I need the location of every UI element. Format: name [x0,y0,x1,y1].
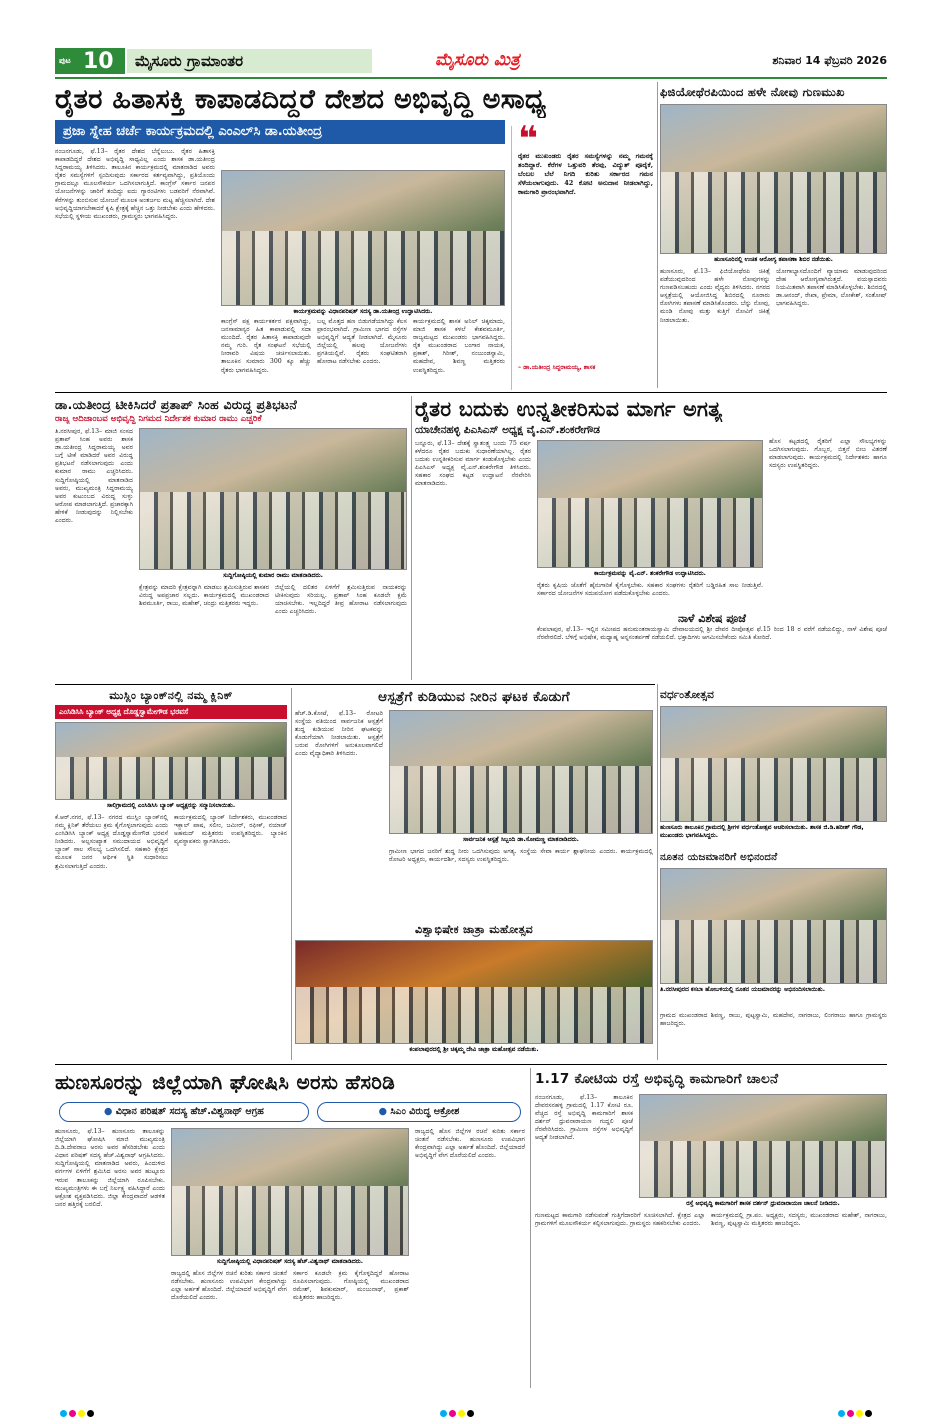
pratap-photo [139,428,407,570]
hunsur-col-2: ರಾಜ್ಯದಲ್ಲಿ ಹೊಸ ಜಿಲ್ಲೆಗಳ ರಚನೆ ಕುರಿತು ಸರ್ಕಾರ ಚಿಂತನೆ ನಡೆಸಬೇಕು. ಹುಣಸೂರು ಉಪವಿಭಾಗ ಕೇಂದ್ರವಾಗಿದ್ದು ಎಲ್ಲಾ ಅರ್ಹತೆ ಹೊಂದಿದೆ. ಜಿಲ್ಲೆಯಾದರೆ ಅಭಿವೃದ್ಧಿಗೆ ವೇಗ ದೊರೆಯಲಿದೆ ಎಂದರು. [171,1270,287,1302]
hunsur-col-1: ಹುಣಸೂರು, ಫೆ.13– ಹುಣಸೂರು ತಾಲೂಕನ್ನು ಜಿಲ್ಲೆಯಾಗಿ ಘೋಷಿಸಿ ಮಾಜಿ ಮುಖ್ಯಮಂತ್ರಿ ದಿ.ಡಿ.ದೇವರಾಜ ಅರಸು ಅವರ ಹೆಸರಿಡಬೇಕು ಎಂದು ವಿಧಾನ ಪರಿಷತ್ ಸದಸ್ಯ ಹೆಚ್.ವಿಶ್ವನಾಥ್ ಆಗ್ರಹಿಸಿದರು. ಸುದ್ದಿಗೋಷ್ಠಿಯಲ್ಲಿ ಮಾತನಾಡಿದ ಅವರು, ಹಿಂದುಳಿದ ವರ್ಗಗಳ ಏಳಿಗೆಗೆ ಶ್ರಮಿಸಿದ ಅರಸು ಅವರ ಹುಟ್ಟೂರು ಇರುವ ತಾಲೂಕನ್ನು ಜಿಲ್ಲೆಯಾಗಿ ರೂಪಿಸಬೇಕು. ಮುಖ್ಯಮಂತ್ರಿಗಳು ಈ ಬಗ್ಗೆ ನಿರ್ಲಕ್ಷ್ಯ ವಹಿಸಿದ್ದಾರೆ ಎಂದು ಆಕ್ರೋಶ ವ್ಯಕ್ತಪಡಿಸಿದರು. ಜಿಲ್ಲಾ ಕೇಂದ್ರವಾದರೆ ಆಡಳಿತ ಜನರ ಹತ್ತಿರಕ್ಕೆ ಬರಲಿದೆ. [55,1128,165,1208]
hunsur-headline: ಹುಣಸೂರನ್ನು ಜಿಲ್ಲೆಯಾಗಿ ಘೋಷಿಸಿ ಅರಸು ಹೆಸರಿಡಿ [55,1070,396,1094]
raitara-subhead: ಯಾಚೇನಹಳ್ಳಿ ಪಿಎಸಿಎಸ್ ಅಧ್ಯಕ್ಷ ವೈ.ಎನ್.ಶಂಕರೇಗೌಡ [415,424,600,436]
quote-mark-icon: ❝ [518,119,538,159]
hunsur-col-4: ರಾಜ್ಯದಲ್ಲಿ ಹೊಸ ಜಿಲ್ಲೆಗಳ ರಚನೆ ಕುರಿತು ಸರ್ಕಾರ ಚಿಂತನೆ ನಡೆಸಬೇಕು. ಹುಣಸೂರು ಉಪವಿಭಾಗ ಕೇಂದ್ರವಾಗಿದ್ದು ಎಲ್ಲಾ ಅರ್ಹತೆ ಹೊಂದಿದೆ. ಜಿಲ್ಲೆಯಾದರೆ ಅಭಿವೃದ್ಧಿಗೆ ವೇಗ ದೊರೆಯಲಿದೆ ಎಂದರು. [415,1128,525,1160]
road-col-2: ಗುಣಮಟ್ಟದ ಕಾಮಗಾರಿ ನಡೆಸುವಂತೆ ಗುತ್ತಿಗೆದಾರರಿಗೆ ಸೂಚಿಸಲಾಗಿದೆ. ಕ್ಷೇತ್ರದ ಎಲ್ಲಾ ಗ್ರಾಮಗಳಿಗೆ ಮೂಲಸೌಕರ್ಯ ಕಲ್ಪಿಸಲಾಗುವುದು. ಗ್ರಾಮಸ್ಥರು ಸಹಕರಿಸಬೇಕು ಎಂದರು. [535,1212,705,1228]
vardhanti-photo [660,706,887,822]
vishwa-photo-caption: ಕಂಪಲಾಪುರದಲ್ಲಿ ಶ್ರೀ ಚಿಕ್ಕಮ್ಮ ದೇವಿ ಜಾತ್ರಾ ಮಹೋತ್ಸವ ನಡೆಯಿತು. [409,1046,539,1053]
masthead: ಮೈಸೂರು ಮಿತ್ರ [435,50,520,70]
hunsur-pill-1 [59,1102,309,1122]
page-header [55,48,887,74]
yellow-mark [78,1410,85,1417]
abhinandane-headline: ನೂತನ ಯಜಮಾನರಿಗೆ ಅಭಿನಂದನೆ [660,852,778,863]
water-col-1: ಹೆಚ್.ಡಿ.ಕೋಟೆ, ಫೆ.13– ರೋಟರಿ ಸಂಸ್ಥೆಯ ವತಿಯಿಂದ ಸಾರ್ವಜನಿಕ ಆಸ್ಪತ್ರೆಗೆ ಶುದ್ಧ ಕುಡಿಯುವ ನೀರಿನ ಘಟಕವನ್ನು ಕೊಡುಗೆಯಾಗಿ ನೀಡಲಾಯಿತು. ಆಸ್ಪತ್ರೆಗೆ ಬರುವ ರೋಗಿಗಳಿಗೆ ಅನುಕೂಲವಾಗಲಿದೆ ಎಂದು ವೈದ್ಯಾಧಿಕಾರಿ ತಿಳಿಸಿದರು. [295,710,383,758]
muslim-col-1: ಕೆ.ಆರ್.ನಗರ, ಫೆ.13– ನಗರದ ಮುಸ್ಲಿಂ ಬ್ಯಾಂಕ್‌ನಲ್ಲಿ ನಮ್ಮ ಕ್ಲಿನಿಕ್ ತೆರೆಯಲು ಕ್ರಮ ಕೈಗೊಳ್ಳಲಾಗುವುದು ಎಂದು ಎಂಸಿಡಿಸಿಸಿ ಬ್ಯಾಂಕ್ ಅಧ್ಯಕ್ಷ ದೊಡ್ಡಸ್ವಾಮೇಗೌಡ ಭರವಸೆ ನೀಡಿದರು. ಅಲ್ಪಸಂಖ್ಯಾತ ಸಮುದಾಯದ ಅಭಿವೃದ್ಧಿಗೆ ಬ್ಯಾಂಕ್ ಸಾಲ ಸೌಲಭ್ಯ ಒದಗಿಸಲಿದೆ. ಸಹಕಾರಿ ಕ್ಷೇತ್ರದ ಮೂಲಕ ಜನರ ಆರ್ಥಿಕ ಸ್ಥಿತಿ ಸುಧಾರಿಸಲು ಶ್ರಮಿಸಲಾಗುತ್ತಿದೆ ಎಂದರು. [55,814,168,870]
hunsur-col-3: ಸರ್ಕಾರ ಕೂಡಲೇ ಕ್ರಮ ಕೈಗೊಳ್ಳದಿದ್ದರೆ ಹೋರಾಟ ರೂಪಿಸಲಾಗುವುದು. ಗೋಷ್ಠಿಯಲ್ಲಿ ಮುಖಂಡರಾದ ರಮೇಶ್, ಶಿವಕುಮಾರ್, ಮಂಜುನಾಥ್, ಪ್ರಕಾಶ್ ಮತ್ತಿತರರು ಹಾಜರಿದ್ದರು. [293,1270,409,1302]
road-story [535,1068,887,1388]
lead-quote: ರೈತರ ಮುಖಂಡರು ರೈತರ ಸಮಸ್ಯೆಗಳನ್ನು ನಮ್ಮ ಗಮನಕ್ಕೆ ತಂದಿದ್ದಾರೆ. ಕೆರೆಗಳ ಒತ್ತುವರಿ ತೆರವು, ವಿದ್ಯುತ್ ಪೂರೈಕೆ, ಬೆಂಬಲ ಬೆಲೆ ನಿಗದಿ ಕುರಿತು ಸರ್ಕಾರದ ಗಮನ ಸೆಳೆಯಲಾಗುವುದು. 42 ಕೋಟಿ ಅನುದಾನ ನೀಡಲಾಗಿದ್ದು, ಕಾಮಗಾರಿ ಪ್ರಾರಂಭವಾಗಿದೆ. [518,152,653,196]
cyan-mark [838,1410,845,1417]
abhinandane-body: ಗ್ರಾಮದ ಮುಖಂಡರಾದ ಶಿವಣ್ಣ, ರಾಜು, ಪುಟ್ಟಸ್ವಾಮಿ, ಮಹದೇವ, ನಾಗರಾಜು, ಲಿಂಗರಾಜು ಹಾಗೂ ಗ್ರಾಮಸ್ಥರು ಹಾಜರಿದ್ದರು. [660,1012,887,1028]
water-photo [389,710,653,834]
column-divider [291,688,292,1060]
vardhanti-story [660,688,887,848]
puja-headline: ನಾಳೆ ವಿಶೇಷ ಪೂಜೆ [678,612,746,625]
pratap-col-3: ಜಿಲ್ಲೆಯಲ್ಲಿ ದಲಿತರ ಏಳಿಗೆಗೆ ಶ್ರಮಿಸುತ್ತಿರುವ ನಾಯಕರನ್ನು ಟೀಕಿಸುವುದು ಸರಿಯಲ್ಲ. ಪ್ರತಾಪ್ ಸಿಂಹ ಕೂಡಲೇ ಕ್ಷಮೆ ಯಾಚಿಸಬೇಕು. ಇಲ್ಲದಿದ್ದರೆ ತೀವ್ರ ಹೋರಾಟ ನಡೆಸಲಾಗುವುದು ಎಂದು ಎಚ್ಚರಿಸಿದರು. [275,584,407,616]
physio-photo [660,104,887,254]
black-mark [865,1410,872,1417]
lead-photo [221,170,505,306]
road-col-1: ನಂಜನಗೂಡು, ಫೆ.13– ತಾಲೂಕಿನ ದೇವರಸನಹಳ್ಳಿ ಗ್ರಾಮದಲ್ಲಿ 1.17 ಕೋಟಿ ರೂ. ವೆಚ್ಚದ ರಸ್ತೆ ಅಭಿವೃದ್ಧಿ ಕಾಮಗಾರಿಗೆ ಶಾಸಕ ದರ್ಶನ್ ಧ್ರುವನಾರಾಯಣ ಗುದ್ದಲಿ ಪೂಜೆ ನೆರವೇರಿಸಿದರು. ಗ್ರಾಮೀಣ ರಸ್ತೆಗಳ ಅಭಿವೃದ್ಧಿಗೆ ಆದ್ಯತೆ ನೀಡಲಾಗಿದೆ. [535,1094,633,1142]
page-number: 10 [83,49,114,74]
hunsur-story [55,1068,525,1388]
registration-marks-left [60,1402,96,1421]
muslim-story [55,688,287,1060]
section-rule [55,684,655,685]
road-photo [639,1094,887,1198]
column-divider [530,1068,531,1388]
pratap-story [55,396,407,680]
pratap-col-1: ತಿ.ನರಸೀಪುರ, ಫೆ.13– ಮಾಜಿ ಸಂಸದ ಪ್ರತಾಪ್ ಸಿಂಹ ಅವರು ಶಾಸಕ ಡಾ.ಯತೀಂದ್ರ ಸಿದ್ದರಾಮಯ್ಯ ಅವರ ಬಗ್ಗೆ ಟೀಕೆ ಮಾಡಿದರೆ ಅವರ ವಿರುದ್ಧ ಪ್ರತಿಭಟನೆ ನಡೆಸಲಾಗುವುದು ಎಂದು ಕುಮಾರ ರಾಮು ಎಚ್ಚರಿಸಿದರು. ಸುದ್ದಿಗೋಷ್ಠಿಯಲ್ಲಿ ಮಾತನಾಡಿದ ಅವರು, ಮುಖ್ಯಮಂತ್ರಿ ಸಿದ್ದರಾಮಯ್ಯ ಅವರ ಕುಟುಂಬದ ವಿರುದ್ಧ ಸುಳ್ಳು ಆರೋಪ ಮಾಡಲಾಗುತ್ತಿದೆ. ಪ್ರಚಾರಕ್ಕಾಗಿ ಹೇಳಿಕೆ ನೀಡುವುದನ್ನು ನಿಲ್ಲಿಸಬೇಕು ಎಂದರು. [55,428,133,525]
abhinandane-photo-caption: ತಿ.ನರಸೀಪುರದ ಕಸಬಾ ಹೋಬಳಿಯಲ್ಲಿ ನೂತನ ಯಜಮಾನರನ್ನು ಅಭಿನಂದಿಸಲಾಯಿತು. [660,986,825,993]
bullet-icon: ● [104,1106,113,1117]
water-photo-caption: ಸಾರ್ವಜನಿಕ ಆಸ್ಪತ್ರೆ ಸಿಬ್ಬಂದಿ ಡಾ.ಸೋಮಣ್ಣ ಮಾತನಾಡಿದರು. [463,836,579,843]
road-photo-caption: ರಸ್ತೆ ಅಭಿವೃದ್ಧಿ ಕಾಮಗಾರಿಗೆ ಶಾಸಕ ದರ್ಶನ್ ಧ್ರುವನಾರಾಯಣ ಚಾಲನೆ ನೀಡಿದರು. [686,1200,840,1207]
raitara-col-3: ಹೊಸ ಕಟ್ಟಡದಲ್ಲಿ ರೈತರಿಗೆ ಎಲ್ಲಾ ಸೌಲಭ್ಯಗಳನ್ನು ಒದಗಿಸಲಾಗುವುದು. ಗೊಬ್ಬರ, ಬಿತ್ತನೆ ಬೀಜ ವಿತರಣೆ ಮಾಡಲಾಗುವುದು. ಕಾರ್ಯಕ್ರಮದಲ್ಲಿ ನಿರ್ದೇಶಕರು ಹಾಗೂ ಸದಸ್ಯರು ಉಪಸ್ಥಿತರಿದ್ದರು. [769,438,887,470]
black-mark [87,1410,94,1417]
puja-story [537,612,887,682]
column-divider [411,396,412,680]
raitara-photo-caption: ಕಾರ್ಯಕ್ರಮವನ್ನು ವೈ.ಎನ್. ಶಂಕರೇಗೌಡ ಉದ್ಘಾಟಿಸಿದರು. [594,570,706,577]
muslim-photo [55,722,287,800]
section-rule [55,1064,887,1065]
physio-col-2: ಯೋಗಾಭ್ಯಾಸದೊಂದಿಗೆ ವ್ಯಾಯಾಮ ಮಾಡುವುದರಿಂದ ದೇಹ ಆರೋಗ್ಯವಾಗಿರುತ್ತದೆ. ವಯಸ್ಸಾದವರು ನಿಯಮಿತವಾಗಿ ತಪಾಸಣೆ ಮಾಡಿಸಿಕೊಳ್ಳಬೇಕು. ಶಿಬಿರದಲ್ಲಿ ಡಾ.ಆನಂದ್, ರೇಖಾ, ಪ್ರೇಮಾ, ಲೋಕೇಶ್, ಸಂತೋಷ್ ಭಾಗವಹಿಸಿದ್ದರು. [776,268,887,308]
page-word: ಪುಟ [59,56,71,65]
registration-marks-center [440,1402,476,1421]
magenta-mark [449,1410,456,1417]
bullet-icon: ● [378,1106,387,1117]
column-divider [657,684,658,1060]
puja-body: ಕೆಂಪಲಾಪುರ, ಫೆ.13– ಇಲ್ಲಿನ ಸಮೀಪದ ಹನುಮಂತರಾಯಸ್ವಾಮಿ ದೇವಾಲಯದಲ್ಲಿ ಶ್ರೀ ದೇವರ ದೀಪೋತ್ಸವ ಫೆ.15 ರಿಂದ 18 ರ ವರೆಗೆ ನಡೆಯಲಿದ್ದು, ನಾಳೆ ವಿಶೇಷ ಪೂಜೆ ನೆರವೇರಲಿದೆ. ಬೆಳಿಗ್ಗೆ ಅಭಿಷೇಕ, ಮಧ್ಯಾಹ್ನ ಅನ್ನಸಂತರ್ಪಣೆ ನಡೆಯಲಿದೆ. ಭಕ್ತಾದಿಗಳು ಆಗಮಿಸಬೇಕೆಂದು ಸಮಿತಿ ಕೋರಿದೆ. [537,626,887,642]
cyan-mark [60,1410,67,1417]
yellow-mark [458,1410,465,1417]
lead-col-1: ನಂಜನಗೂಡು, ಫೆ.13– ರೈತರ ದೇಶದ ಬೆನ್ನೆಲುಬು. ರೈತರ ಹಿತಾಸಕ್ತಿ ಕಾಪಾಡದಿದ್ದರೆ ದೇಶದ ಅಭಿವೃದ್ಧಿ ಸಾಧ್ಯವಿಲ್ಲ ಎಂದು ಶಾಸಕ ಡಾ.ಯತೀಂದ್ರ ಸಿದ್ದರಾಮಯ್ಯ ತಿಳಿಸಿದರು. ತಾಲೂಕಿನ ಕಾರ್ಯಕ್ರಮದಲ್ಲಿ ಮಾತನಾಡಿದ ಅವರು ರೈತರ ಸಮಸ್ಯೆಗಳಿಗೆ ಸ್ಪಂದಿಸುವುದು ಸರ್ಕಾರದ ಕರ್ತವ್ಯವಾಗಿದ್ದು, ಪ್ರತಿಯೊಂದು ಗ್ರಾಮದಲ್ಲೂ ಮೂಲಸೌಕರ್ಯ ಒದಗಿಸಲಾಗುತ್ತಿದೆ. ಕಾಂಗ್ರೆಸ್ ಸರ್ಕಾರ ಜನಪರ ಯೋಜನೆಗಳನ್ನು ಜಾರಿಗೆ ತಂದಿದ್ದು ಐದು ಗ್ಯಾರಂಟಿಗಳು ಬಡವರಿಗೆ ನೆರವಾಗಿವೆ. ಕೆರೆಗಳನ್ನು ತುಂಬಿಸುವ ಯೋಜನೆ ಮೂಲಕ ಅಂತರ್ಜಲ ಮಟ್ಟ ಹೆಚ್ಚಿಸಲಾಗಿದೆ. ದೇಶ ಅಭಿವೃದ್ಧಿಯಾಗಬೇಕಾದರೆ ಕೃಷಿ ಕ್ಷೇತ್ರಕ್ಕೆ ಹೆಚ್ಚಿನ ಒತ್ತು ನೀಡಬೇಕು ಎಂದು ಹೇಳಿದರು. ಸಭೆಯಲ್ಲಿ ಸ್ಥಳೀಯ ಮುಖಂಡರು, ಗ್ರಾಮಸ್ಥರು ಭಾಗವಹಿಸಿದ್ದರು. [55,148,215,220]
vardhanti-headline: ವರ್ಧಂತೋತ್ಸವ [660,689,715,701]
vishwa-headline: ವಿಶ್ವಾಭಿಷೇಕ ಜಾತ್ರಾ ಮಹೋತ್ಸವ [414,923,534,936]
road-headline: 1.17 ಕೋಟಿಯ ರಸ್ತೆ ಅಭಿವೃದ್ಧಿ ಕಾಮಗಾರಿಗೆ ಚಾಲನೆ [535,1071,779,1087]
muslim-headline: ಮುಸ್ಲಿಂ ಬ್ಯಾಂಕ್‌ನಲ್ಲಿ ನಮ್ಮ ಕ್ಲಿನಿಕ್ [109,689,233,702]
pratap-subhead: ರಾಜ್ಯ ಆದಿಜಾಂಬವ ಅಭಿವೃದ್ಧಿ ನಿಗಮದ ನಿರ್ದೇಶಕ ಕುಮಾರ ರಾಮು ಎಚ್ಚರಿಕೆ [55,414,262,424]
raitara-photo [537,440,763,568]
abhinandane-photo [660,868,887,984]
lead-story [55,82,653,392]
raitara-col-2: ರೈತರು ಕೃಷಿಯ ಜೊತೆಗೆ ಹೈನುಗಾರಿಕೆ ಕೈಗೊಳ್ಳಬೇಕು. ಸಹಕಾರ ಸಂಘಗಳು ರೈತರಿಗೆ ಬಡ್ಡಿರಹಿತ ಸಾಲ ನೀಡುತ್ತಿವೆ. ಸರ್ಕಾರದ ಯೋಜನೆಗಳ ಸದುಪಯೋಗ ಪಡೆದುಕೊಳ್ಳಬೇಕು ಎಂದರು. [537,582,763,598]
water-col-2: ಗ್ರಾಮೀಣ ಭಾಗದ ಜನರಿಗೆ ಶುದ್ಧ ನೀರು ಒದಗಿಸುವುದು ಅಗತ್ಯ. ಸಂಸ್ಥೆಯ ಸೇವಾ ಕಾರ್ಯ ಶ್ಲಾಘನೀಯ ಎಂದರು. ಕಾರ್ಯಕ್ರಮದಲ್ಲಿ ರೋಟರಿ ಅಧ್ಯಕ್ಷರು, ಕಾರ್ಯದರ್ಶಿ, ಸದಸ್ಯರು ಉಪಸ್ಥಿತರಿದ್ದರು. [389,848,653,864]
registration-marks-right [838,1402,874,1421]
hunsur-photo-caption: ಸುದ್ದಿಗೋಷ್ಠಿಯಲ್ಲಿ ವಿಧಾನಪರಿಷತ್ ಸದಸ್ಯ ಹೆಚ್.ವಿಶ್ವನಾಥ್ ಮಾತನಾಡಿದರು. [216,1258,364,1265]
hunsur-pill-1-label: ವಿಧಾನ ಪರಿಷತ್ ಸದಸ್ಯ ಹೆಚ್.ವಿಶ್ವನಾಥ್ ಆಗ್ರಹ [115,1106,264,1117]
lead-subhead: ಪ್ರಜಾ ಸ್ನೇಹ ಚರ್ಚೆ ಕಾರ್ಯಕ್ರಮದಲ್ಲಿ ಎಂಎಲ್‌ಸಿ ಡಾ.ಯತೀಂದ್ರ [55,120,505,144]
muslim-photo-caption: ಸಾಲಿಗ್ರಾಮದಲ್ಲಿ ಎಂಸಿಡಿಸಿಸಿ ಬ್ಯಾಂಕ್ ಅಧ್ಯಕ್ಷರನ್ನು ಸನ್ಮಾನಿಸಲಾಯಿತು. [106,802,236,809]
lead-col-a: ಕಾಂಗ್ರೆಸ್ ಪಕ್ಷ ಕಾರ್ಯಕರ್ತರ ಪಕ್ಷವಾಗಿದ್ದು, ಜನಸಾಮಾನ್ಯರ ಹಿತ ಕಾಪಾಡುವಲ್ಲಿ ಸದಾ ಮುಂದಿದೆ. ರೈತರ ಹಿತಾಸಕ್ತಿ ಕಾಪಾಡುವುದೇ ನಮ್ಮ ಗುರಿ. ರೈತ ಸಂಘಟನೆ ಸಭೆಯಲ್ಲಿ ನೀರಾವರಿ ವಿಷಯ ಚರ್ಚಿಸಲಾಯಿತು. ತಾಲೂಕಿನ ಸುಮಾರು 300 ಕ್ಕೂ ಹೆಚ್ಚು ರೈತರು ಭಾಗವಹಿಸಿದ್ದರು. [221,318,311,374]
muslim-col-2: ಕಾರ್ಯಕ್ರಮದಲ್ಲಿ ಬ್ಯಾಂಕ್ ನಿರ್ದೇಶಕರು, ಮುಖಂಡರಾದ ಇಕ್ಬಾಲ್ ಪಾಷ, ಸಲೀಂ, ಜಮೀರ್, ರಫೀಕ್, ನಯಾಜ್ ಅಹಮದ್ ಮತ್ತಿತರರು ಉಪಸ್ಥಿತರಿದ್ದರು. ಬ್ಯಾಂಕಿನ ವ್ಯವಸ್ಥಾಪಕರು ಸ್ವಾಗತಿಸಿದರು. [174,814,287,846]
lead-quote-box [511,119,653,390]
road-col-3: ಕಾರ್ಯಕ್ರಮದಲ್ಲಿ ಗ್ರಾ.ಪಂ. ಅಧ್ಯಕ್ಷರು, ಸದಸ್ಯರು, ಮುಖಂಡರಾದ ಮಹೇಶ್, ನಾಗರಾಜು, ಶಿವಣ್ಣ, ಪುಟ್ಟಸ್ವಾಮಿ ಮತ್ತಿತರರು ಹಾಜರಿದ್ದರು. [711,1212,887,1228]
magenta-mark [69,1410,76,1417]
lead-headline: ರೈತರ ಹಿತಾಸಕ್ತಿ ಕಾಪಾಡದಿದ್ದರೆ ದೇಶದ ಅಭಿವೃದ್ಧಿ ಅಸಾಧ್ಯ [55,84,547,115]
magenta-mark [847,1410,854,1417]
hunsur-photo [171,1128,409,1256]
physio-photo-caption: ಹುಣಸೂರಿನಲ್ಲಿ ಉಚಿತ ಆರೋಗ್ಯ ತಪಾಸಣಾ ಶಿಬಿರ ನಡೆಯಿತು. [714,256,833,263]
page-tab [55,48,125,74]
pratap-col-2: ಕ್ಷೇತ್ರವನ್ನು ಮಾದರಿ ಕ್ಷೇತ್ರವನ್ನಾಗಿ ಮಾಡಲು ಶ್ರಮಿಸುತ್ತಿರುವ ಶಾಸಕರ ವಿರುದ್ಧ ಅಪಪ್ರಚಾರ ಸಲ್ಲದು. ಕಾರ್ಯಕ್ರಮದಲ್ಲಿ ಮುಖಂಡರಾದ ಶಿವಮೂರ್ತಿ, ರಾಜು, ಮಹೇಶ್, ಚಂದ್ರು ಮತ್ತಿತರರು ಇದ್ದರು. [139,584,269,608]
raitara-story [415,396,887,610]
physio-headline: ಫಿಜಿಯೋಥೆರಪಿಯಿಂದ ಹಳೇ ನೋವು ಗುಣಮುಖ [660,85,845,99]
muslim-subhead: ಎಂಸಿಡಿಸಿಸಿ ಬ್ಯಾಂಕ್ ಅಧ್ಯಕ್ಷ ದೊಡ್ಡಸ್ವಾಮೇಗೌಡ ಭರವಸೆ [55,705,287,719]
vardhanti-photo-caption: ಹುಣಸೂರು ತಾಲೂಕಿನ ಗ್ರಾಮದಲ್ಲಿ ಶ್ರೀಗಳ ವರ್ಧಂತೋತ್ಸವ ಆಚರಿಸಲಾಯಿತು. ಶಾಸಕ ಜಿ.ಡಿ.ಹರೀಶ್ ಗೌಡ, ಮುಖಂಡರು ಭಾಗವಹಿಸಿದ್ದರು. [660,824,864,839]
physio-story [660,82,887,388]
section-rule [55,392,887,393]
lead-col-c: ಕಾರ್ಯಕ್ರಮದಲ್ಲಿ ಶಾಸಕ ಅನಿಲ್ ಚಿಕ್ಕಮಾದು, ಮಾಜಿ ಶಾಸಕ ಕಳಲೆ ಕೇಶವಮೂರ್ತಿ, ರಾಜ್ಯಮಟ್ಟದ ಮುಖಂಡರು ಭಾಗವಹಿಸಿದ್ದರು. ರೈತ ಮುಖಂಡರಾದ ಬಂಗಾರ ನಾಯಕ, ಪ್ರಕಾಶ್, ಗಿರೀಶ್, ನಂಜುಂಡಸ್ವಾಮಿ, ಮಹದೇವ, ಶಿವಣ್ಣ ಮತ್ತಿತರರು ಉಪಸ್ಥಿತರಿದ್ದರು. [413,318,505,374]
lead-photo-caption: ಕಾರ್ಯಕ್ರಮವನ್ನು ವಿಧಾನಪರಿಷತ್ ಸದಸ್ಯ ಡಾ.ಯತೀಂದ್ರ ಉದ್ಘಾಟಿಸಿದರು. [293,308,433,315]
hunsur-pill-2 [317,1102,521,1122]
hunsur-pill-2-label: ಸಿಎಂ ವಿರುದ್ಧ ಆಕ್ರೋಶ [390,1106,460,1117]
water-headline: ಆಸ್ಪತ್ರೆಗೆ ಕುಡಿಯುವ ನೀರಿನ ಘಟಕ ಕೊಡುಗೆ [378,689,570,705]
vishwa-photo [295,940,653,1044]
lead-quote-attr: – ಡಾ.ಯತೀಂದ್ರ ಸಿದ್ದರಾಮಯ್ಯ, ಶಾಸಕ [518,364,596,371]
water-story [295,688,653,918]
raitara-col-1: ಬನ್ನೂರು, ಫೆ.13– ದೇಶಕ್ಕೆ ಸ್ವಾತಂತ್ರ್ಯ ಬಂದು 75 ವರ್ಷ ಕಳೆದರೂ ರೈತರ ಬದುಕು ಸುಧಾರಣೆಯಾಗಿಲ್ಲ. ರೈತರ ಬದುಕು ಉನ್ನತೀಕರಿಸುವ ಮಾರ್ಗ ಕಂಡುಕೊಳ್ಳಬೇಕು ಎಂದು ಪಿಎಸಿಎಸ್ ಅಧ್ಯಕ್ಷ ವೈ.ಎನ್.ಶಂಕರೇಗೌಡ ತಿಳಿಸಿದರು. ಸಹಕಾರ ಸಂಘದ ಕಟ್ಟಡ ಉದ್ಘಾಟನೆ ನೆರವೇರಿಸಿ ಮಾತನಾಡಿದರು. [415,440,531,488]
column-divider [657,82,658,388]
lead-col-b: ಬಲ್ಲ ಮೊತ್ತದ ಹಣ ಬಿಡುಗಡೆಯಾಗಿದ್ದು ಕೆಲಸ ಪ್ರಾರಂಭವಾಗಿದೆ. ಗ್ರಾಮೀಣ ಭಾಗದ ರಸ್ತೆಗಳ ಅಭಿವೃದ್ಧಿಗೆ ಆದ್ಯತೆ ನೀಡಲಾಗಿದೆ. ಮೈಸೂರು ಜಿಲ್ಲೆಯಲ್ಲಿ ಹಲವು ಯೋಜನೆಗಳು ಪ್ರಗತಿಯಲ್ಲಿವೆ. ರೈತರು ಸಂಘಟಿತರಾಗಿ ಹೋರಾಟ ನಡೆಸಬೇಕು ಎಂದರು. [317,318,407,366]
raitara-headline: ರೈತರ ಬದುಕು ಉನ್ನತೀಕರಿಸುವ ಮಾರ್ಗ ಅಗತ್ಯ [415,397,723,421]
pratap-headline: ಡಾ.ಯತೀಂದ್ರ ಟೀಕಿಸಿದರೆ ಪ್ರತಾಪ್ ಸಿಂಹ ವಿರುದ್ಧ ಪ್ರತಿಭಟನೆ [55,397,298,412]
cyan-mark [440,1410,447,1417]
section-label: ಮೈಸೂರು ಗ್ರಾಮಾಂತರ [127,49,372,73]
black-mark [467,1410,474,1417]
header-rule [55,77,887,79]
abhinandane-story [660,850,887,1060]
pratap-photo-caption: ಸುದ್ದಿಗೋಷ್ಠಿಯಲ್ಲಿ ಕುಮಾರ ರಾಮು ಮಾತನಾಡಿದರು. [223,572,323,579]
yellow-mark [856,1410,863,1417]
physio-col-1: ಹುಣಸೂರು, ಫೆ.13– ಫಿಜಿಯೋಥೆರಪಿ ಚಿಕಿತ್ಸೆ ಪಡೆಯುವುದರಿಂದ ಹಳೇ ನೋವುಗಳನ್ನು ಗುಣಪಡಿಸಬಹುದು ಎಂದು ವೈದ್ಯರು ತಿಳಿಸಿದರು. ನಗರದ ಆಸ್ಪತ್ರೆಯಲ್ಲಿ ಆಯೋಜಿಸಿದ್ದ ಶಿಬಿರದಲ್ಲಿ ನೂರಾರು ರೋಗಿಗಳು ತಪಾಸಣೆ ಮಾಡಿಸಿಕೊಂಡರು. ಬೆನ್ನು ನೋವು, ಮಂಡಿ ನೋವು ಮತ್ತು ಕುತ್ತಿಗೆ ನೋವಿಗೆ ಚಿಕಿತ್ಸೆ ನೀಡಲಾಯಿತು. [660,268,770,324]
page-date: ಶನಿವಾರ 14 ಫೆಬ್ರವರಿ 2026 [772,54,887,67]
vishwa-story [295,922,653,1060]
